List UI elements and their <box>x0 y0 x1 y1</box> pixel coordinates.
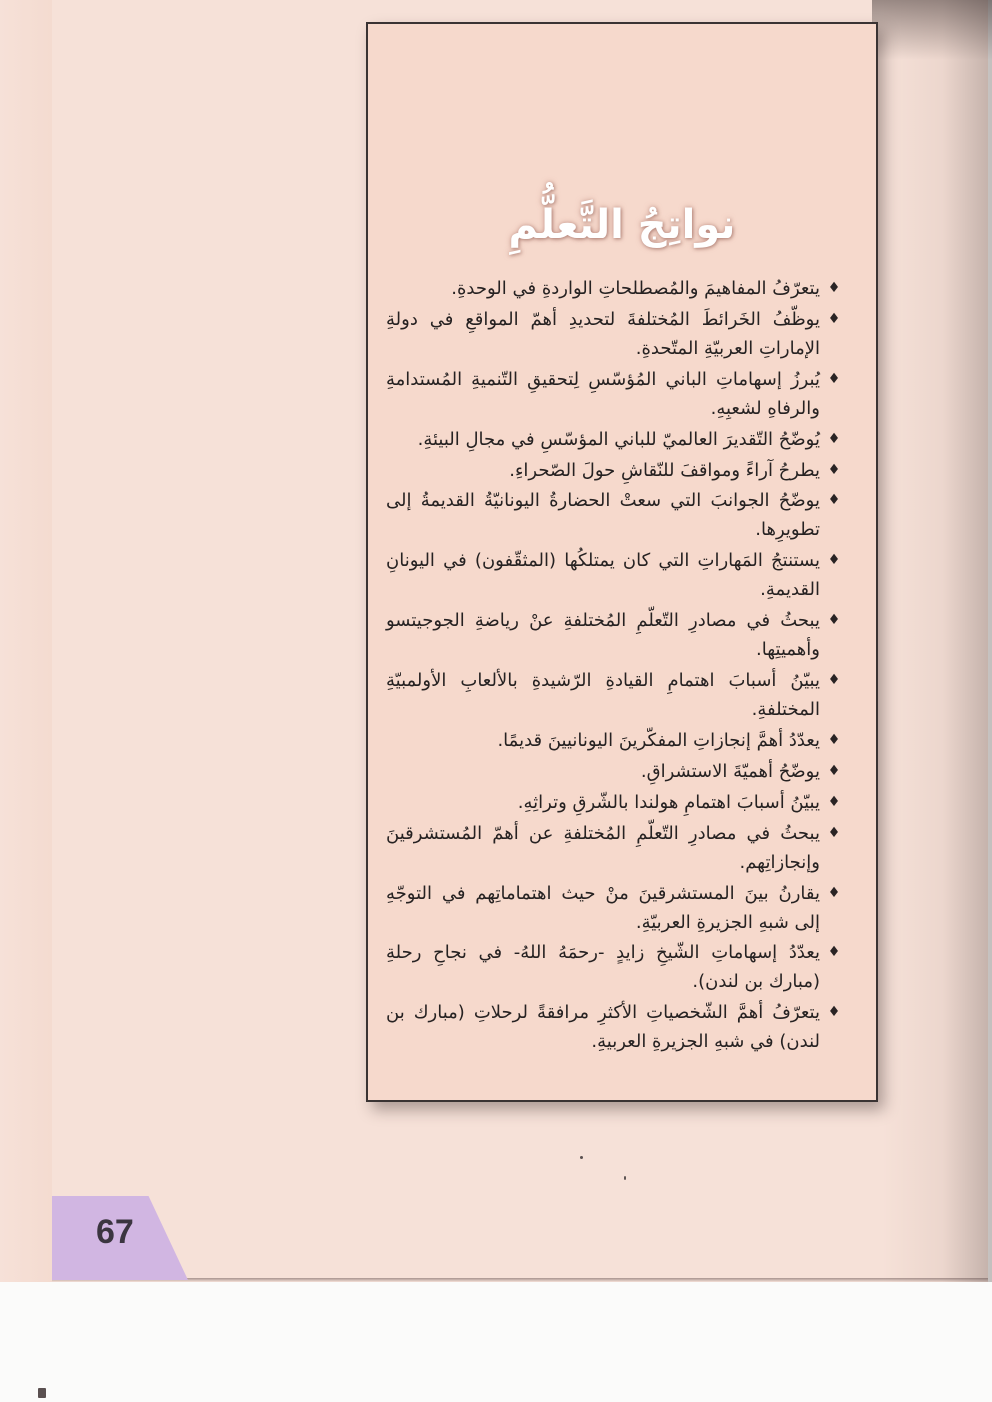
outcome-item <box>386 425 842 454</box>
diamond-bullet-icon: ♦ <box>827 612 841 629</box>
outcome-text: يقارنُ بينَ المستشرقينَ منْ حيث اهتماماتِهم في التوجّهِ إلى شبهِ الجزيرةِ العربيّةِ. <box>386 882 820 933</box>
scan-speck <box>38 1388 46 1398</box>
outcome-item <box>386 938 842 996</box>
outcome-text: يوظّفُ الخَرائطَ المُختلفةَ لتحديدِ أهمّ المواقعِ في دولةِ الإماراتِ العربيّةِ المتّحدةِ. <box>386 308 820 359</box>
outcome-text: يبيّنُ أسبابَ اهتمامِ القيادةِ الرّشيدةِ بالألعابِ الأولمبيّةِ المختلفةِ. <box>386 670 820 721</box>
outcome-item <box>386 788 842 817</box>
outcome-item <box>386 726 842 755</box>
outcome-item <box>386 365 842 423</box>
diamond-bullet-icon: ♦ <box>827 1004 841 1021</box>
diamond-bullet-icon: ♦ <box>827 310 841 327</box>
diamond-bullet-icon: ♦ <box>827 732 841 749</box>
diamond-bullet-icon: ♦ <box>827 824 841 841</box>
scan-speck <box>580 1156 583 1159</box>
outcome-text: يبيّنُ أسبابَ اهتمامِ هولندا بالشّرقِ وتراثِهِ. <box>517 791 820 813</box>
diamond-bullet-icon: ♦ <box>827 944 841 961</box>
outcome-item <box>386 998 842 1056</box>
learning-outcomes-list <box>386 274 842 1058</box>
outcome-text: يوضّحُ الجوانبَ التي سعتْ الحضارةُ اليونانيّةُ القديمةُ إلى تطويرِها. <box>386 490 820 541</box>
book-fold-shadow <box>882 0 992 1282</box>
outcome-item <box>386 546 842 604</box>
outcome-item <box>386 606 842 664</box>
outcome-item <box>386 879 842 937</box>
outcome-item <box>386 456 842 485</box>
outcome-text: يبحثُ في مصادرِ التّعلّمِ المُختلفةِ عن أهمّ المُستشرقينَ وإنجازاتِهم. <box>386 822 820 873</box>
outcome-text: يعدّدُ أهمَّ إنجازاتِ المفكّرينَ اليونانيينَ قديمًا. <box>497 730 820 752</box>
diamond-bullet-icon: ♦ <box>827 280 841 296</box>
outcome-text: يطرحُ آراءً ومواقفَ للنّقاشِ حولَ الصّحراءِ. <box>509 459 820 481</box>
outcome-text: يوضّحُ أهميّةَ الاستشراقِ. <box>640 760 820 782</box>
panel-title: نواتِجُ التَّعلُّمِ <box>508 202 736 248</box>
diamond-bullet-icon: ♦ <box>827 552 841 569</box>
page-number: 67 <box>96 1213 134 1251</box>
diamond-bullet-icon: ♦ <box>827 793 841 810</box>
diamond-bullet-icon: ♦ <box>827 762 841 779</box>
scanner-background <box>0 1282 992 1402</box>
outcome-text: يتعرّفُ المفاهيمَ والمُصطلحاتِ الواردةِ في الوحدةِ. <box>451 278 820 299</box>
diamond-bullet-icon: ♦ <box>827 461 841 478</box>
diamond-bullet-icon: ♦ <box>827 884 841 901</box>
outcome-item <box>386 486 842 544</box>
outcome-text: يتعرّفُ أهمَّ الشّخصياتِ الأكثرِ مرافقةً لرحلاتِ (مبارك بن لندن) في شبهِ الجزيرةِ العربيةِ. <box>386 1002 820 1053</box>
scan-corner-shadow <box>872 0 992 60</box>
outcome-item <box>386 757 842 786</box>
outcome-text: يستنتجُ المَهاراتِ التي كان يمتلكُها (المثقّفون) في اليونانِ القديمةِ. <box>386 550 820 601</box>
diamond-bullet-icon: ♦ <box>827 370 841 387</box>
outcome-text: يُوضّحُ التّقديرَ العالميّ للباني المؤسّسِ في مجالِ البيئةِ. <box>417 428 820 450</box>
scan-speck <box>624 1176 626 1180</box>
diamond-bullet-icon: ♦ <box>827 430 841 447</box>
learning-outcomes-panel <box>366 22 878 1102</box>
outcome-text: يبحثُ في مصادرِ التّعلّمِ المُختلفةِ عنْ رياضةِ الجوجيتسو وأهميتِها. <box>386 610 820 661</box>
outcome-item <box>386 305 842 363</box>
outcome-text: يُبرزُ إسهاماتِ الباني المُؤسّسِ لِتحقيقِ التّنميةِ المُستدامةِ والرفاهِ لشعبِهِ. <box>386 368 820 419</box>
outcome-item <box>386 274 842 303</box>
outcome-item <box>386 819 842 877</box>
page-left-margin <box>0 0 52 1282</box>
diamond-bullet-icon: ♦ <box>827 492 841 509</box>
diamond-bullet-icon: ♦ <box>827 672 841 689</box>
outcome-text: يعدّدُ إسهاماتِ الشّيخِ زايدٍ -رحمَهُ اللهُ- في نجاحِ رحلةِ (مبارك بن لندن). <box>386 942 820 993</box>
outcome-item <box>386 666 842 724</box>
